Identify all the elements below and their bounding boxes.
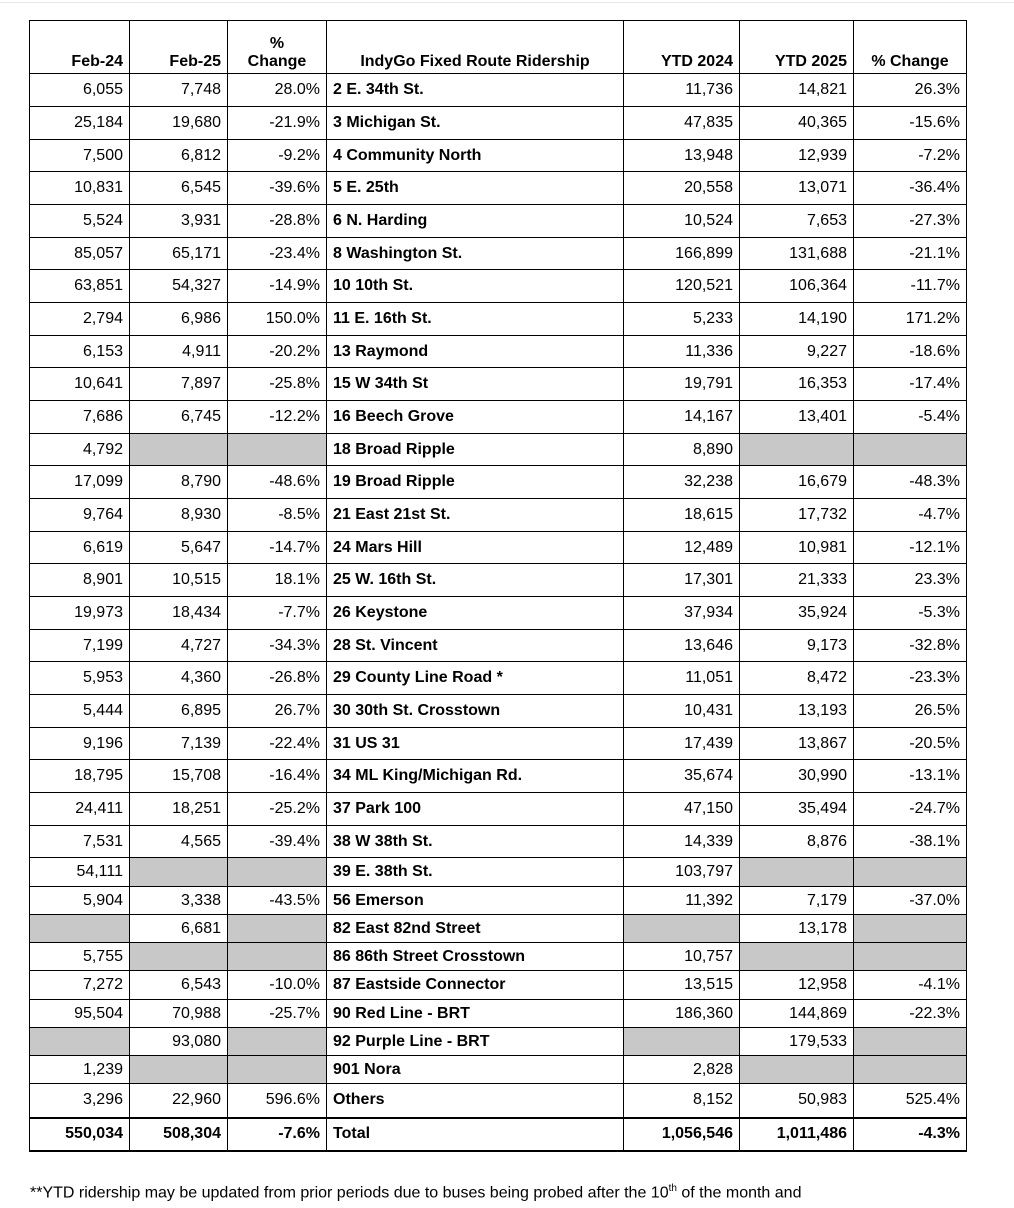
feb24-cell: [30, 915, 130, 943]
route-name: 30 30th St. Crosstown: [327, 695, 624, 728]
ytd-pct-cell: -5.3%: [854, 597, 967, 630]
route-name: 86 86th Street Crosstown: [327, 943, 624, 971]
table-row: [30, 943, 967, 971]
pct-change-cell: -14.7%: [228, 532, 327, 564]
feb24-cell: 9,196: [30, 728, 130, 760]
feb25-cell: 6,986: [130, 303, 228, 336]
feb25-cell: 18,434: [130, 597, 228, 630]
table-row: [30, 205, 967, 238]
ytd-pct-cell: -32.8%: [854, 630, 967, 662]
header-ytd-pct: % Change: [854, 21, 967, 74]
footnote: [30, 1183, 801, 1202]
ytd25-cell: 9,173: [740, 630, 854, 662]
total-ytd25: 1,011,486: [740, 1118, 854, 1151]
ytd24-cell: 166,899: [624, 238, 740, 270]
feb25-cell: 7,748: [130, 74, 228, 107]
header-pct-label: Change: [247, 53, 307, 70]
pct-change-cell: [228, 943, 327, 971]
ytd-pct-cell: -13.1%: [854, 760, 967, 793]
pct-change-cell: 596.6%: [228, 1084, 327, 1118]
table-row: [30, 971, 967, 1000]
ytd24-cell: 10,524: [624, 205, 740, 238]
pct-change-cell: -25.7%: [228, 1000, 327, 1028]
pct-change-cell: -48.6%: [228, 466, 327, 499]
feb25-cell: 4,911: [130, 336, 228, 368]
ytd24-cell: 8,152: [624, 1084, 740, 1118]
feb25-cell: [130, 943, 228, 971]
ytd25-cell: [740, 1056, 854, 1084]
feb25-cell: 4,565: [130, 826, 228, 858]
feb24-cell: 10,641: [30, 368, 130, 401]
table-row: [30, 728, 967, 760]
total-ytd24: 1,056,546: [624, 1118, 740, 1151]
feb24-cell: 54,111: [30, 858, 130, 887]
pct-change-cell: -26.8%: [228, 662, 327, 695]
pct-change-cell: -23.4%: [228, 238, 327, 270]
feb24-cell: [30, 1028, 130, 1056]
table-row: [30, 466, 967, 499]
pct-change-cell: -22.4%: [228, 728, 327, 760]
feb25-cell: 6,681: [130, 915, 228, 943]
feb25-cell: [130, 1056, 228, 1084]
feb25-cell: 6,745: [130, 401, 228, 434]
total-feb24: 550,034: [30, 1118, 130, 1151]
ytd24-cell: 5,233: [624, 303, 740, 336]
ytd25-cell: [740, 434, 854, 466]
table-row: [30, 826, 967, 858]
pct-change-cell: [228, 915, 327, 943]
ytd25-cell: 13,401: [740, 401, 854, 434]
feb24-cell: 5,444: [30, 695, 130, 728]
pct-change-cell: -20.2%: [228, 336, 327, 368]
ytd-pct-cell: 26.3%: [854, 74, 967, 107]
feb25-cell: 8,790: [130, 466, 228, 499]
route-name: 25 W. 16th St.: [327, 564, 624, 597]
ytd24-cell: 11,736: [624, 74, 740, 107]
ytd-pct-cell: -12.1%: [854, 532, 967, 564]
feb24-cell: 95,504: [30, 1000, 130, 1028]
table-row: [30, 858, 967, 887]
route-name: 5 E. 25th: [327, 172, 624, 205]
feb24-cell: 7,199: [30, 630, 130, 662]
table-row: [30, 172, 967, 205]
route-name: 38 W 38th St.: [327, 826, 624, 858]
route-name: 87 Eastside Connector: [327, 971, 624, 1000]
ridership-table: [29, 20, 967, 1152]
route-name: 901 Nora: [327, 1056, 624, 1084]
pct-change-cell: -16.4%: [228, 760, 327, 793]
pct-change-cell: -10.0%: [228, 971, 327, 1000]
header-pct-symbol: %: [269, 35, 285, 52]
pct-change-cell: -21.9%: [228, 107, 327, 140]
table-row: [30, 303, 967, 336]
table-row: [30, 368, 967, 401]
route-name: 11 E. 16th St.: [327, 303, 624, 336]
pct-change-cell: -25.2%: [228, 793, 327, 826]
feb24-cell: 7,500: [30, 140, 130, 172]
ytd25-cell: 35,924: [740, 597, 854, 630]
ytd-pct-cell: -4.7%: [854, 499, 967, 532]
ytd25-cell: 9,227: [740, 336, 854, 368]
footnote-text: **YTD ridership may be updated from prior periods due to buses being probed after the 10: [30, 1184, 669, 1202]
route-name: 18 Broad Ripple: [327, 434, 624, 466]
feb24-cell: 9,764: [30, 499, 130, 532]
ytd25-cell: 13,193: [740, 695, 854, 728]
feb24-cell: 24,411: [30, 793, 130, 826]
pct-change-cell: [228, 1056, 327, 1084]
total-feb25: 508,304: [130, 1118, 228, 1151]
table-row: [30, 434, 967, 466]
footnote-superscript: th: [668, 1183, 677, 1194]
ytd-pct-cell: 171.2%: [854, 303, 967, 336]
feb24-cell: 1,239: [30, 1056, 130, 1084]
table-row: [30, 1056, 967, 1084]
ytd-pct-cell: [854, 858, 967, 887]
feb24-cell: 5,953: [30, 662, 130, 695]
ytd25-cell: 7,179: [740, 887, 854, 915]
header-pct-change: [228, 21, 327, 74]
feb24-cell: 10,831: [30, 172, 130, 205]
table-row: [30, 140, 967, 172]
ytd24-cell: 103,797: [624, 858, 740, 887]
footnote-text-end: of the month and: [676, 1184, 802, 1202]
ytd-pct-cell: -4.1%: [854, 971, 967, 1000]
route-name: 15 W 34th St: [327, 368, 624, 401]
feb25-cell: 8,930: [130, 499, 228, 532]
ytd-pct-cell: -11.7%: [854, 270, 967, 303]
ytd24-cell: 10,757: [624, 943, 740, 971]
ytd24-cell: 13,948: [624, 140, 740, 172]
feb24-cell: 18,795: [30, 760, 130, 793]
feb25-cell: 7,897: [130, 368, 228, 401]
feb24-cell: 5,524: [30, 205, 130, 238]
route-name: 37 Park 100: [327, 793, 624, 826]
ytd25-cell: [740, 858, 854, 887]
ytd24-cell: 120,521: [624, 270, 740, 303]
ytd24-cell: 19,791: [624, 368, 740, 401]
ytd-pct-cell: -48.3%: [854, 466, 967, 499]
ytd25-cell: 12,939: [740, 140, 854, 172]
ytd25-cell: 13,867: [740, 728, 854, 760]
route-name: 82 East 82nd Street: [327, 915, 624, 943]
route-name: 90 Red Line - BRT: [327, 1000, 624, 1028]
pct-change-cell: 26.7%: [228, 695, 327, 728]
ytd24-cell: 10,431: [624, 695, 740, 728]
feb25-cell: 4,727: [130, 630, 228, 662]
feb25-cell: 19,680: [130, 107, 228, 140]
feb24-cell: 85,057: [30, 238, 130, 270]
ytd-pct-cell: -22.3%: [854, 1000, 967, 1028]
table-row: [30, 597, 967, 630]
pct-change-cell: [228, 1028, 327, 1056]
feb25-cell: 3,338: [130, 887, 228, 915]
ytd24-cell: [624, 1028, 740, 1056]
ytd-pct-cell: -23.3%: [854, 662, 967, 695]
ytd24-cell: 32,238: [624, 466, 740, 499]
feb25-cell: 6,812: [130, 140, 228, 172]
ytd24-cell: [624, 915, 740, 943]
feb25-cell: 65,171: [130, 238, 228, 270]
feb25-cell: 54,327: [130, 270, 228, 303]
table-row: [30, 238, 967, 270]
feb25-cell: 6,895: [130, 695, 228, 728]
feb25-cell: 6,545: [130, 172, 228, 205]
pct-change-cell: -9.2%: [228, 140, 327, 172]
top-divider: [0, 2, 1014, 3]
ytd24-cell: 11,392: [624, 887, 740, 915]
header-route: IndyGo Fixed Route Ridership: [327, 21, 624, 74]
table-body: [30, 74, 967, 1118]
ytd-pct-cell: -37.0%: [854, 887, 967, 915]
route-name: 24 Mars Hill: [327, 532, 624, 564]
pct-change-cell: 18.1%: [228, 564, 327, 597]
ytd-pct-cell: -18.6%: [854, 336, 967, 368]
ytd-pct-cell: -27.3%: [854, 205, 967, 238]
route-name: Others: [327, 1084, 624, 1118]
pct-change-cell: -12.2%: [228, 401, 327, 434]
route-name: 34 ML King/Michigan Rd.: [327, 760, 624, 793]
ytd25-cell: 35,494: [740, 793, 854, 826]
pct-change-cell: -28.8%: [228, 205, 327, 238]
ytd-pct-cell: -15.6%: [854, 107, 967, 140]
ytd-pct-cell: 26.5%: [854, 695, 967, 728]
ytd25-cell: 8,472: [740, 662, 854, 695]
feb24-cell: 19,973: [30, 597, 130, 630]
ytd-pct-cell: 23.3%: [854, 564, 967, 597]
ytd25-cell: 144,869: [740, 1000, 854, 1028]
table-row: [30, 760, 967, 793]
table-row: [30, 401, 967, 434]
ytd25-cell: 16,353: [740, 368, 854, 401]
ytd24-cell: 13,646: [624, 630, 740, 662]
pct-change-cell: -39.6%: [228, 172, 327, 205]
ytd-pct-cell: [854, 943, 967, 971]
feb24-cell: 6,619: [30, 532, 130, 564]
ytd25-cell: 14,190: [740, 303, 854, 336]
ytd25-cell: [740, 943, 854, 971]
feb25-cell: 3,931: [130, 205, 228, 238]
feb25-cell: [130, 434, 228, 466]
route-name: 2 E. 34th St.: [327, 74, 624, 107]
ytd-pct-cell: -7.2%: [854, 140, 967, 172]
ytd25-cell: 12,958: [740, 971, 854, 1000]
ytd24-cell: 37,934: [624, 597, 740, 630]
ytd24-cell: 20,558: [624, 172, 740, 205]
total-label: Total: [327, 1118, 624, 1151]
ytd25-cell: 13,178: [740, 915, 854, 943]
feb24-cell: 7,272: [30, 971, 130, 1000]
pct-change-cell: -25.8%: [228, 368, 327, 401]
ytd25-cell: 10,981: [740, 532, 854, 564]
route-name: 10 10th St.: [327, 270, 624, 303]
feb24-cell: 17,099: [30, 466, 130, 499]
route-name: 16 Beech Grove: [327, 401, 624, 434]
ytd24-cell: 8,890: [624, 434, 740, 466]
table-row: [30, 1084, 967, 1118]
table-row: [30, 270, 967, 303]
total-row: [30, 1118, 967, 1151]
ytd24-cell: 17,301: [624, 564, 740, 597]
header-ytd25: YTD 2025: [740, 21, 854, 74]
header-feb25: Feb-25: [130, 21, 228, 74]
ytd25-cell: 7,653: [740, 205, 854, 238]
ytd25-cell: 131,688: [740, 238, 854, 270]
table-row: [30, 107, 967, 140]
feb24-cell: 6,055: [30, 74, 130, 107]
feb24-cell: 25,184: [30, 107, 130, 140]
table-row: [30, 336, 967, 368]
route-name: 13 Raymond: [327, 336, 624, 368]
route-name: 92 Purple Line - BRT: [327, 1028, 624, 1056]
ytd-pct-cell: [854, 434, 967, 466]
feb24-cell: 5,904: [30, 887, 130, 915]
table-row: [30, 915, 967, 943]
feb25-cell: 15,708: [130, 760, 228, 793]
table-row: [30, 662, 967, 695]
table-row: [30, 532, 967, 564]
route-name: 31 US 31: [327, 728, 624, 760]
ytd25-cell: 179,533: [740, 1028, 854, 1056]
pct-change-cell: [228, 434, 327, 466]
feb24-cell: 7,686: [30, 401, 130, 434]
ytd25-cell: 14,821: [740, 74, 854, 107]
feb25-cell: 6,543: [130, 971, 228, 1000]
route-name: 29 County Line Road *: [327, 662, 624, 695]
feb24-cell: 6,153: [30, 336, 130, 368]
ytd24-cell: 14,167: [624, 401, 740, 434]
feb25-cell: 4,360: [130, 662, 228, 695]
header-ytd24: YTD 2024: [624, 21, 740, 74]
feb25-cell: 10,515: [130, 564, 228, 597]
feb24-cell: 5,755: [30, 943, 130, 971]
ytd-pct-cell: 525.4%: [854, 1084, 967, 1118]
pct-change-cell: [228, 858, 327, 887]
feb25-cell: 93,080: [130, 1028, 228, 1056]
total-ytd-pct: -4.3%: [854, 1118, 967, 1151]
pct-change-cell: -34.3%: [228, 630, 327, 662]
feb24-cell: 7,531: [30, 826, 130, 858]
route-name: 56 Emerson: [327, 887, 624, 915]
ytd24-cell: 18,615: [624, 499, 740, 532]
ytd24-cell: 35,674: [624, 760, 740, 793]
table-row: [30, 74, 967, 107]
ytd-pct-cell: [854, 915, 967, 943]
ytd25-cell: 17,732: [740, 499, 854, 532]
pct-change-cell: 150.0%: [228, 303, 327, 336]
table-row: [30, 1028, 967, 1056]
ytd-pct-cell: -36.4%: [854, 172, 967, 205]
ytd-pct-cell: -17.4%: [854, 368, 967, 401]
table-row: [30, 630, 967, 662]
table-row: [30, 564, 967, 597]
ytd25-cell: 50,983: [740, 1084, 854, 1118]
total-pct: -7.6%: [228, 1118, 327, 1151]
pct-change-cell: -43.5%: [228, 887, 327, 915]
ytd24-cell: 14,339: [624, 826, 740, 858]
route-name: 28 St. Vincent: [327, 630, 624, 662]
ytd25-cell: 30,990: [740, 760, 854, 793]
table-row: [30, 695, 967, 728]
pct-change-cell: -39.4%: [228, 826, 327, 858]
ytd-pct-cell: [854, 1056, 967, 1084]
pct-change-cell: -14.9%: [228, 270, 327, 303]
pct-change-cell: 28.0%: [228, 74, 327, 107]
ytd24-cell: 47,835: [624, 107, 740, 140]
route-name: 26 Keystone: [327, 597, 624, 630]
ytd-pct-cell: -21.1%: [854, 238, 967, 270]
ytd25-cell: 13,071: [740, 172, 854, 205]
ytd24-cell: 12,489: [624, 532, 740, 564]
route-name: 19 Broad Ripple: [327, 466, 624, 499]
ytd25-cell: 21,333: [740, 564, 854, 597]
route-name: 6 N. Harding: [327, 205, 624, 238]
ytd24-cell: 17,439: [624, 728, 740, 760]
feb25-cell: 70,988: [130, 1000, 228, 1028]
ytd-pct-cell: -5.4%: [854, 401, 967, 434]
ytd-pct-cell: -38.1%: [854, 826, 967, 858]
ytd25-cell: 16,679: [740, 466, 854, 499]
feb24-cell: 63,851: [30, 270, 130, 303]
ytd25-cell: 8,876: [740, 826, 854, 858]
header-feb24: Feb-24: [30, 21, 130, 74]
feb24-cell: 3,296: [30, 1084, 130, 1118]
feb24-cell: 2,794: [30, 303, 130, 336]
feb25-cell: 7,139: [130, 728, 228, 760]
table-row: [30, 793, 967, 826]
pct-change-cell: -8.5%: [228, 499, 327, 532]
ytd24-cell: 11,051: [624, 662, 740, 695]
table-row: [30, 1000, 967, 1028]
route-name: 8 Washington St.: [327, 238, 624, 270]
table-row: [30, 887, 967, 915]
feb25-cell: 5,647: [130, 532, 228, 564]
ytd24-cell: 13,515: [624, 971, 740, 1000]
route-name: 4 Community North: [327, 140, 624, 172]
feb24-cell: 4,792: [30, 434, 130, 466]
ytd25-cell: 40,365: [740, 107, 854, 140]
route-name: 39 E. 38th St.: [327, 858, 624, 887]
table-row: [30, 499, 967, 532]
ytd24-cell: 11,336: [624, 336, 740, 368]
ytd-pct-cell: -20.5%: [854, 728, 967, 760]
ytd24-cell: 47,150: [624, 793, 740, 826]
feb24-cell: 8,901: [30, 564, 130, 597]
ytd24-cell: 2,828: [624, 1056, 740, 1084]
feb25-cell: 18,251: [130, 793, 228, 826]
route-name: 21 East 21st St.: [327, 499, 624, 532]
ytd-pct-cell: -24.7%: [854, 793, 967, 826]
feb25-cell: [130, 858, 228, 887]
pct-change-cell: -7.7%: [228, 597, 327, 630]
ytd-pct-cell: [854, 1028, 967, 1056]
ytd25-cell: 106,364: [740, 270, 854, 303]
ytd24-cell: 186,360: [624, 1000, 740, 1028]
feb25-cell: 22,960: [130, 1084, 228, 1118]
header-row: [30, 21, 967, 74]
route-name: 3 Michigan St.: [327, 107, 624, 140]
